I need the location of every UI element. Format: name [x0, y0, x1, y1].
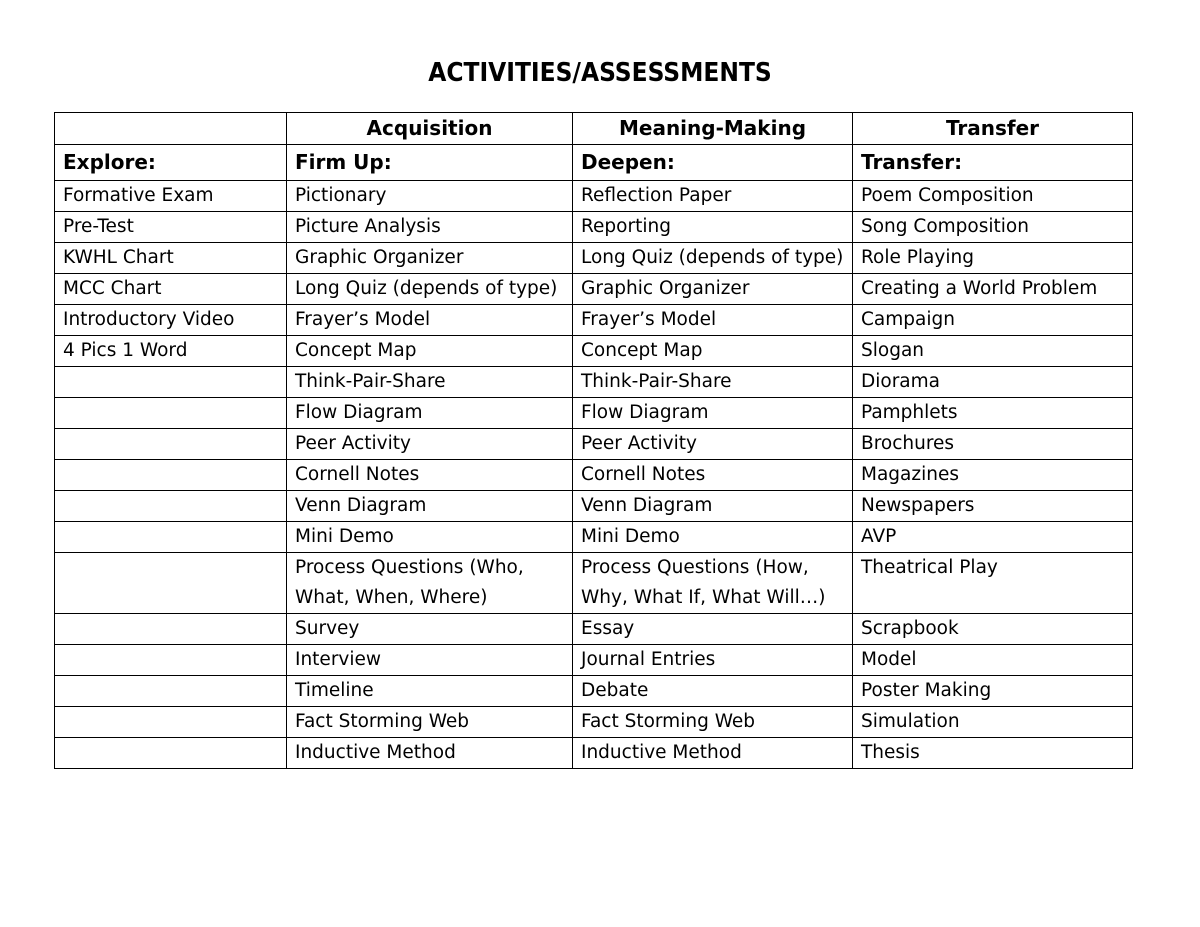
- table-cell: Reporting: [573, 212, 853, 243]
- table-cell: Poster Making: [853, 676, 1133, 707]
- table-row: [55, 676, 1133, 707]
- table-row: [55, 491, 1133, 522]
- table-cell: Fact Storming Web: [573, 707, 853, 738]
- table-row: [55, 181, 1133, 212]
- table-cell: Fact Storming Web: [287, 707, 573, 738]
- table-cell: Long Quiz (depends of type): [287, 274, 573, 305]
- table-cell: Model: [853, 645, 1133, 676]
- table-cell: Creating a World Problem: [853, 274, 1133, 305]
- table-cell: Interview: [287, 645, 573, 676]
- table-cell: [55, 645, 287, 676]
- table-cell: Magazines: [853, 460, 1133, 491]
- table-cell: Survey: [287, 614, 573, 645]
- header-cell: [55, 113, 287, 145]
- table-cell: MCC Chart: [55, 274, 287, 305]
- table-cell: [55, 367, 287, 398]
- table-cell: Introductory Video: [55, 305, 287, 336]
- table-cell: [55, 738, 287, 769]
- table-cell: Pamphlets: [853, 398, 1133, 429]
- table-cell: Campaign: [853, 305, 1133, 336]
- table-cell: Pre-Test: [55, 212, 287, 243]
- table-cell: [55, 460, 287, 491]
- table-cell: Mini Demo: [573, 522, 853, 553]
- table-cell: Newspapers: [853, 491, 1133, 522]
- table-row: [55, 274, 1133, 305]
- table-cell: Graphic Organizer: [573, 274, 853, 305]
- table-cell: Frayer’s Model: [287, 305, 573, 336]
- table-cell: Concept Map: [287, 336, 573, 367]
- table-cell: Diorama: [853, 367, 1133, 398]
- header-cell-acquisition: Acquisition: [287, 113, 573, 145]
- table-cell: Journal Entries: [573, 645, 853, 676]
- table-cell: Debate: [573, 676, 853, 707]
- table-cell: Think-Pair-Share: [287, 367, 573, 398]
- table-cell: Formative Exam: [55, 181, 287, 212]
- table-cell: Theatrical Play: [853, 553, 1133, 614]
- header-cell-meaning-making: Meaning-Making: [573, 113, 853, 145]
- table-cell: Long Quiz (depends of type): [573, 243, 853, 274]
- table-cell: Cornell Notes: [573, 460, 853, 491]
- table-cell: [55, 553, 287, 614]
- table-row: [55, 336, 1133, 367]
- table-row: [55, 614, 1133, 645]
- table-cell: [55, 398, 287, 429]
- table-cell: [55, 491, 287, 522]
- table-cell: Peer Activity: [573, 429, 853, 460]
- table-row: [55, 553, 1133, 614]
- header-row-phases: [55, 145, 1133, 181]
- table-cell: Scrapbook: [853, 614, 1133, 645]
- table-cell: [55, 522, 287, 553]
- activities-table: [54, 112, 1133, 769]
- table-row: [55, 398, 1133, 429]
- table-row: [55, 367, 1133, 398]
- table-cell: [55, 707, 287, 738]
- table-cell: Process Questions (How, Why, What If, What Will…): [573, 553, 853, 614]
- table-cell: Flow Diagram: [573, 398, 853, 429]
- table-cell: Graphic Organizer: [287, 243, 573, 274]
- table-cell: Inductive Method: [287, 738, 573, 769]
- table-row: [55, 305, 1133, 336]
- table-cell: Essay: [573, 614, 853, 645]
- table-cell: [55, 614, 287, 645]
- page-title: ACTIVITIES/ASSESSMENTS: [428, 58, 772, 88]
- table-cell: AVP: [853, 522, 1133, 553]
- table-row: [55, 212, 1133, 243]
- table-cell: Venn Diagram: [287, 491, 573, 522]
- header-cell-transfer: Transfer: [853, 113, 1133, 145]
- table-cell: Cornell Notes: [287, 460, 573, 491]
- table-cell: Flow Diagram: [287, 398, 573, 429]
- table-cell: Inductive Method: [573, 738, 853, 769]
- table-cell: Song Composition: [853, 212, 1133, 243]
- header-cell-deepen: Deepen:: [573, 145, 853, 181]
- table-cell: 4 Pics 1 Word: [55, 336, 287, 367]
- table-row: [55, 707, 1133, 738]
- table-cell: Slogan: [853, 336, 1133, 367]
- table-cell: Role Playing: [853, 243, 1133, 274]
- table-cell: Venn Diagram: [573, 491, 853, 522]
- table-cell: Concept Map: [573, 336, 853, 367]
- table-row: [55, 243, 1133, 274]
- table-cell: Think-Pair-Share: [573, 367, 853, 398]
- header-row-stages: [55, 113, 1133, 145]
- table-row: [55, 429, 1133, 460]
- table-cell: [55, 429, 287, 460]
- table-cell: KWHL Chart: [55, 243, 287, 274]
- table-cell: Process Questions (Who, What, When, Where): [287, 553, 573, 614]
- table-row: [55, 460, 1133, 491]
- table-cell: Peer Activity: [287, 429, 573, 460]
- table-row: [55, 522, 1133, 553]
- table-cell: Reflection Paper: [573, 181, 853, 212]
- table-row: [55, 738, 1133, 769]
- table-cell: Frayer’s Model: [573, 305, 853, 336]
- header-cell-explore: Explore:: [55, 145, 287, 181]
- table-cell: [55, 676, 287, 707]
- header-cell-transfer-phase: Transfer:: [853, 145, 1133, 181]
- table-row: [55, 645, 1133, 676]
- header-cell-firm-up: Firm Up:: [287, 145, 573, 181]
- table-cell: Picture Analysis: [287, 212, 573, 243]
- table-cell: Thesis: [853, 738, 1133, 769]
- table-cell: Poem Composition: [853, 181, 1133, 212]
- table-cell: Simulation: [853, 707, 1133, 738]
- table-cell: Brochures: [853, 429, 1133, 460]
- table-cell: Timeline: [287, 676, 573, 707]
- table-cell: Pictionary: [287, 181, 573, 212]
- table-cell: Mini Demo: [287, 522, 573, 553]
